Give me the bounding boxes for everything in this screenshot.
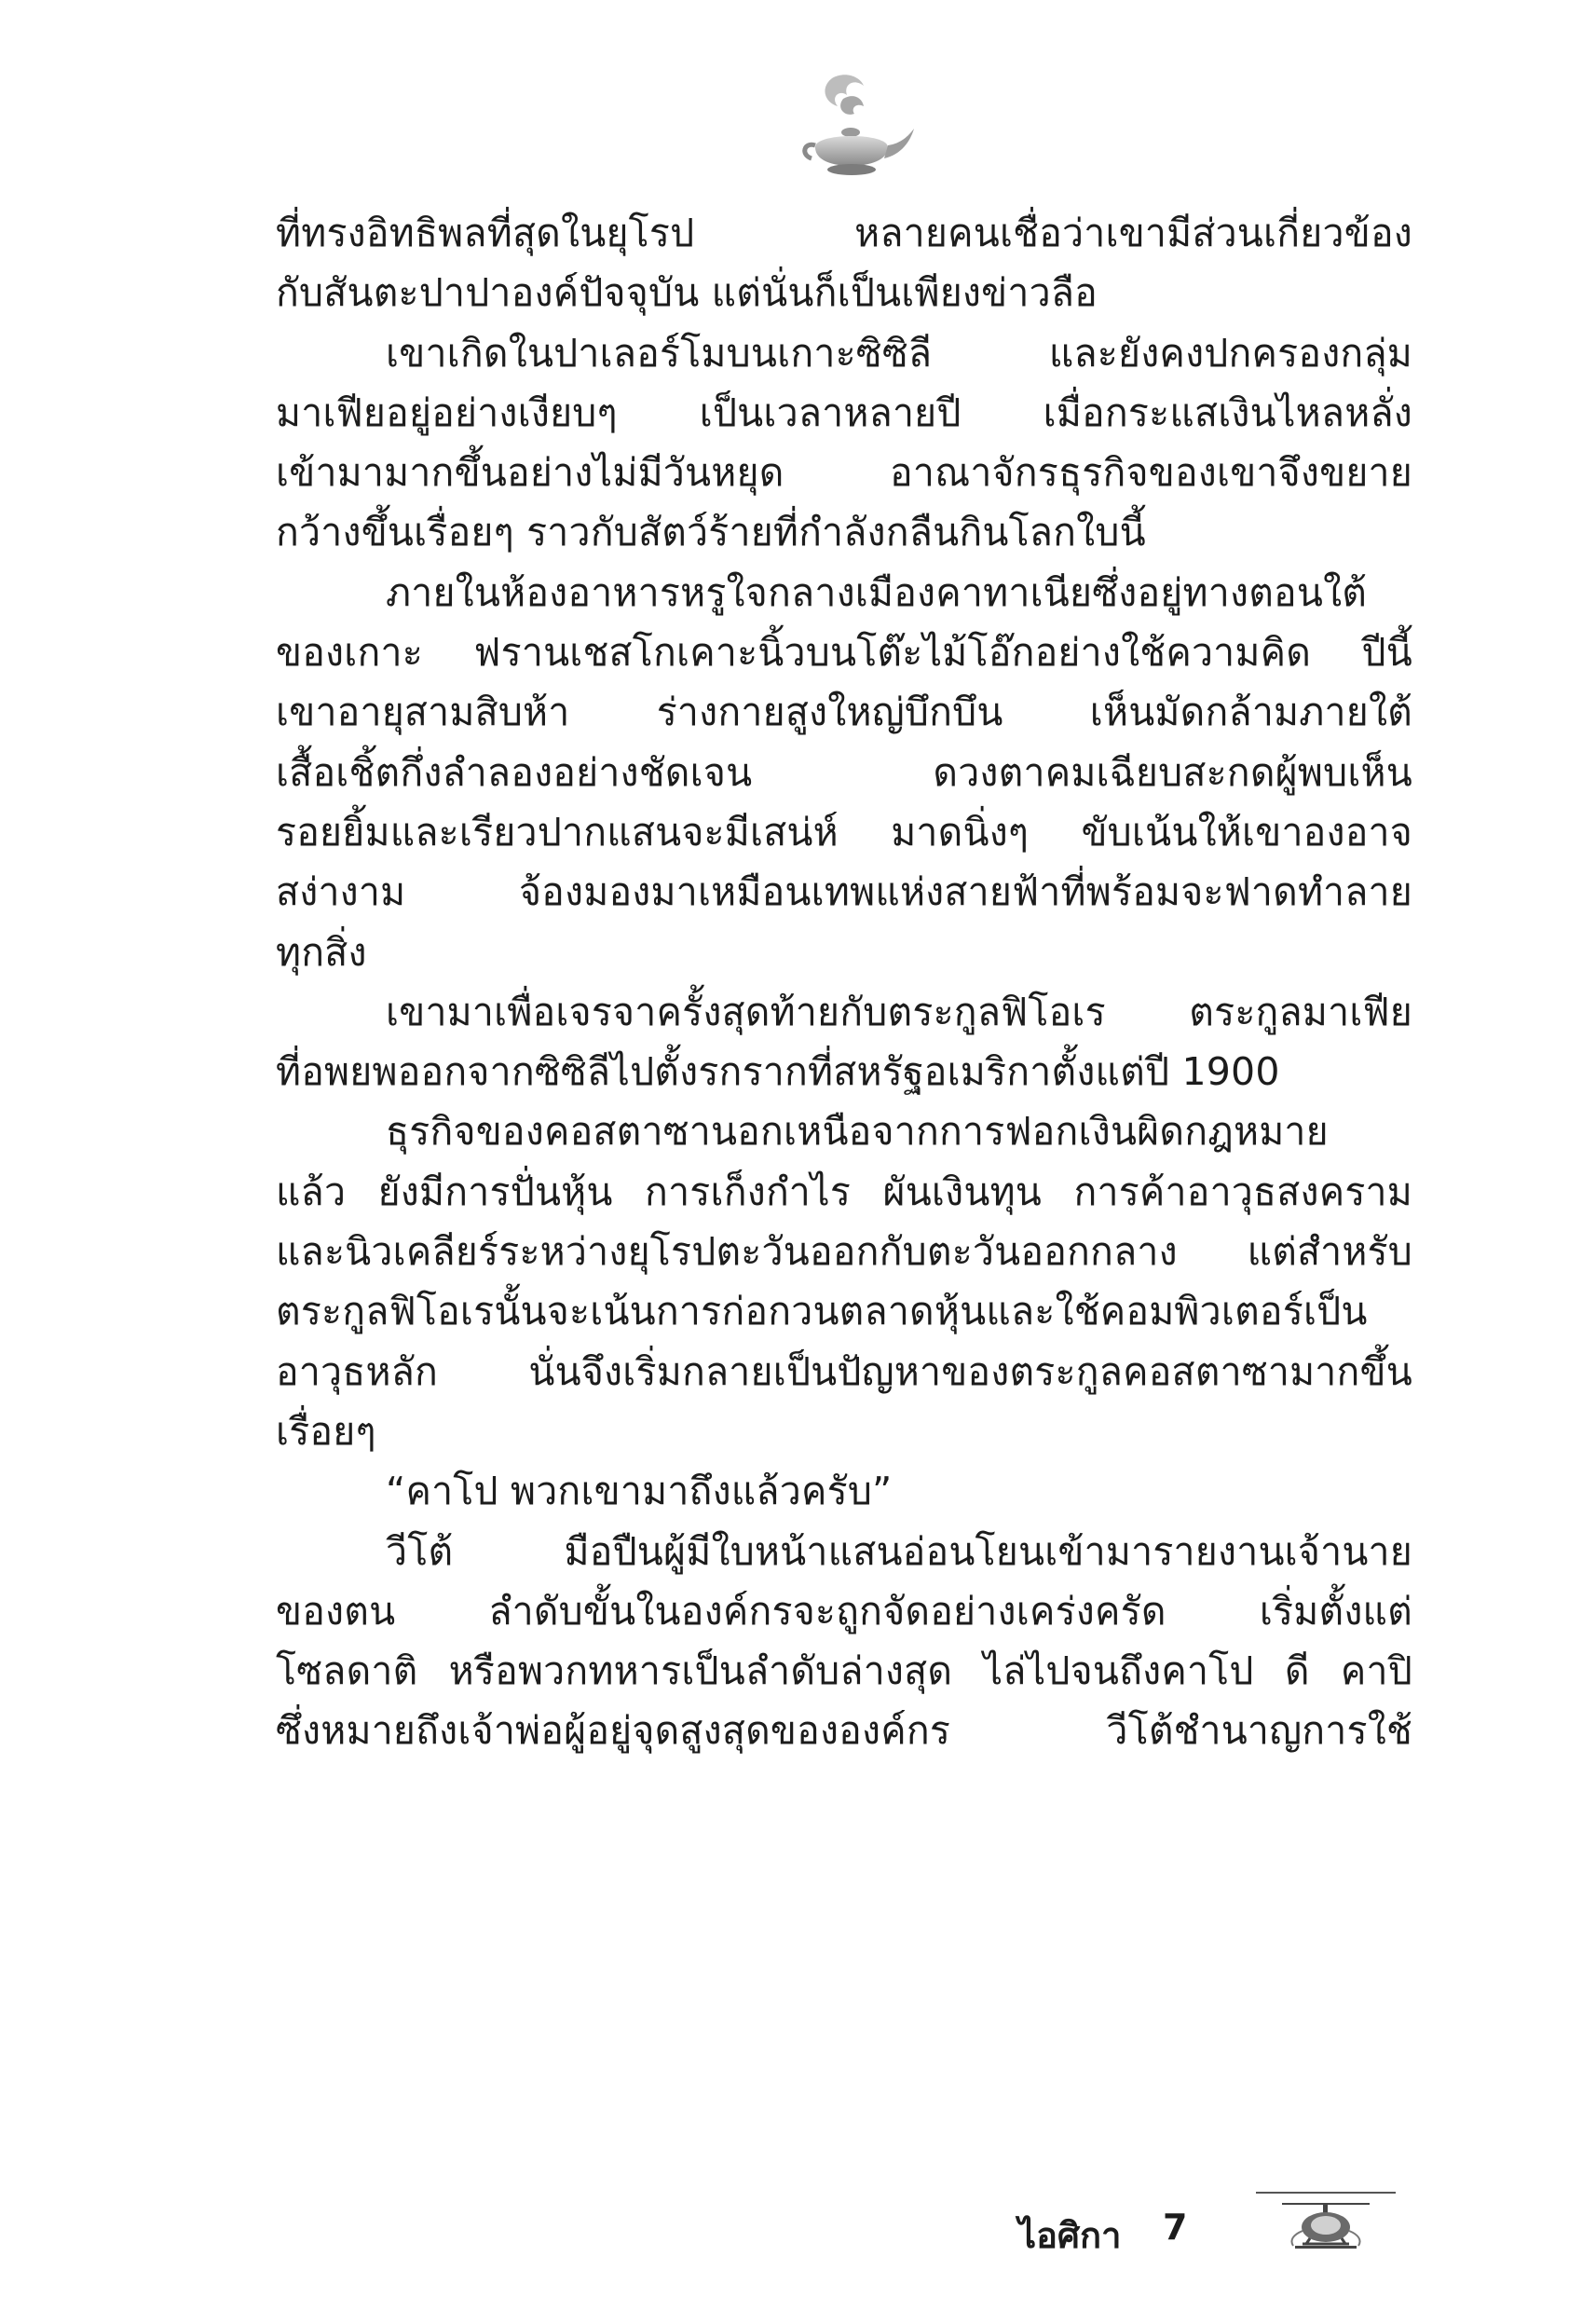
text-line: เขามาเพื่อเจรจาครั้งสุดท้ายกับตระกูลฟิโอเร ตระกูลมาเฟีย <box>386 989 1412 1034</box>
text-line: เขาเกิดในปาเลอร์โมบนเกาะซิซิลี และยังคงปกครองกลุ่ม <box>386 330 1412 376</box>
text-line: ภายในห้องอาหารหรูใจกลางเมืองคาทาเนียซึ่งอยู่ทางตอนใต้ <box>386 569 1368 615</box>
text-line: ที่อพยพออกจากซิซิลีไปตั้งรกรากที่สหรัฐอเมริกาตั้งแต่ปี 1900 <box>276 1049 1280 1095</box>
text-line: อาวุธหลัก นั่นจึงเริ่มกลายเป็นปัญหาของตระกูลคอสตาซามากขึ้น <box>276 1348 1412 1394</box>
text-line: สง่างาม จ้องมองมาเหมือนเทพแห่งสายฟ้าที่พร้อมจะฟาดทำลาย <box>276 869 1412 915</box>
text-line: ทุกสิ่ง <box>276 929 367 975</box>
text-line: ของเกาะ ฟรานเชสโกเคาะนิ้วบนโต๊ะไม้โอ๊กอย่างใช้ความคิด ปีนี้ <box>276 630 1412 676</box>
text-line: เรื่อยๆ <box>276 1408 376 1454</box>
page-number: 7 <box>1163 2207 1188 2248</box>
text-line: และนิวเคลียร์ระหว่างยุโรปตะวันออกกับตะวันออกกลาง แต่สำหรับ <box>276 1229 1412 1275</box>
text-line: แล้ว ยังมีการปั่นหุ้น การเก็งกำไร ผันเงินทุน การค้าอาวุธสงคราม <box>276 1169 1412 1214</box>
text-line: มาเฟียอยู่อย่างเงียบๆ เป็นเวลาหลายปี เมื่อกระแสเงินไหลหลั่ง <box>276 390 1412 435</box>
text-line: “คาโป พวกเขามาถึงแล้วครับ” <box>386 1469 893 1514</box>
text-line: ที่ทรงอิทธิพลที่สุดในยุโรป หลายคนเชื่อว่าเขามีส่วนเกี่ยวข้อง <box>276 211 1412 255</box>
text-line: วีโต้ มือปืนผู้มีใบหน้าแสนอ่อนโยนเข้ามารายงานเจ้านาย <box>386 1528 1412 1574</box>
text-line: เสื้อเชิ้ตกึ่งลำลองอย่างชัดเจน ดวงตาคมเฉียบสะกดผู้พบเห็น <box>276 749 1412 795</box>
text-line: กับสันตะปาปาองค์ปัจจุบัน แต่นั่นก็เป็นเพียงข่าวลือ <box>276 270 1098 316</box>
helicopter-icon <box>1275 2197 1377 2263</box>
text-line: เขาอายุสามสิบห้า ร่างกายสูงใหญ่บึกบึน เห็นมัดกล้ามภายใต้ <box>276 690 1412 735</box>
footer-rule <box>1256 2192 1396 2194</box>
page-footer <box>1018 2181 1410 2274</box>
text-line: เข้ามามากขึ้นอย่างไม่มีวันหยุด อาณาจักรธุรกิจของเขาจึงขยาย <box>276 450 1412 496</box>
text-line: ของตน ลำดับขั้นในองค์กรจะถูกจัดอย่างเคร่งครัด เริ่มตั้งแต่ <box>276 1588 1412 1634</box>
body-text <box>276 203 1412 1761</box>
text-line: กว้างขึ้นเรื่อยๆ ราวกับสัตว์ร้ายที่กำลังกลืนกินโลกใบนี้ <box>276 510 1146 555</box>
text-line: รอยยิ้มและเรียวปากแสนจะมีเสน่ห์ มาดนิ่งๆ ขับเน้นให้เขาองอาจ <box>276 809 1412 855</box>
book-title: ไอศิกา <box>1018 2215 1122 2256</box>
genie-lamp-icon <box>778 71 918 183</box>
text-line: ธุรกิจของคอสตาซานอกเหนือจากการฟอกเงินผิดกฎหมาย <box>386 1109 1329 1155</box>
text-line: โซลดาติ หรือพวกทหารเป็นลำดับล่างสุด ไล่ไปจนถึงคาโป ดี คาปิ <box>276 1648 1412 1694</box>
text-line: ตระกูลฟิโอเรนั้นจะเน้นการก่อกวนตลาดหุ้นและใช้คอมพิวเตอร์เป็น <box>276 1289 1368 1334</box>
text-line: ซึ่งหมายถึงเจ้าพ่อผู้อยู่จุดสูงสุดขององค์กร วีโต้ชำนาญการใช้ <box>276 1708 1412 1754</box>
